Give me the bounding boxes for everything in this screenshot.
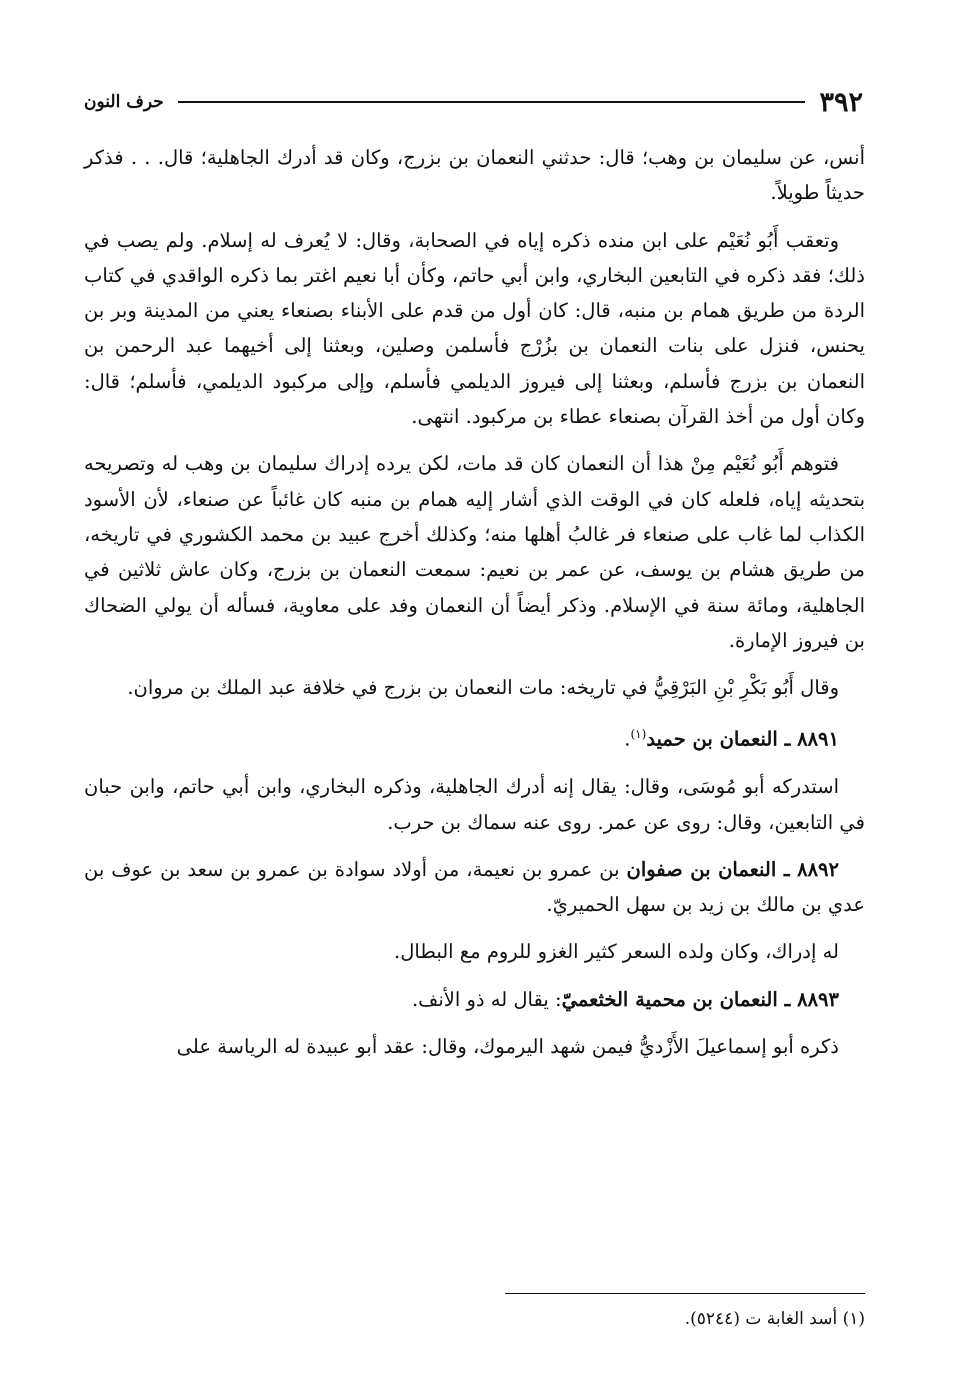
entry-title-tail: : يقال له ذو الأنف. [411, 987, 562, 1011]
entry-title-tail: . [624, 727, 631, 751]
page-header [84, 82, 863, 122]
footnote-marker: (١) [630, 727, 647, 742]
entry-heading-8893 [84, 982, 865, 1017]
entry-body: له إدراك، وكان ولده السعر كثير الغزو للروم مع البطال. [394, 940, 839, 964]
running-title: حرف النون [84, 92, 164, 112]
paragraph: وقال أَبُو بَكْرِ بْنِ البَرْقِيُّ في تاريخه: مات النعمان بن بزرج في خلافة عبد الملك بن مروان. [127, 676, 839, 700]
paragraph: وتعقب أَبُو نُعَيْم على ابن منده ذكره إياه في الصحابة، وقال: لا يُعرف له إسلام. ولم يصب في ذلك؛ فقد ذكره في التابعين البخاري، وابن أبي حاتم، وكأن أبا نعيم اغتر بما ذكره الواقدي في كتاب الردة من طريق همام بن منبه، قال: كان أول من قدم على الأبناء بصنعاء يعني من المدينة وبر بن يحنس، فنزل على بنات النعمان بن بزُرْج فأسلمن وصلين، وبعثنا إلى أخيهما عبد الرحمن بن النعمان بن بزرج فأسلم، وبعثنا إلى فيروز الديلمي فأسلم، وإلى مركبود الديلمي، فأسلم؛ قال: وكان أول من أخذ القرآن بصنعاء عطاء بن مركبود. انتهى. [84, 228, 865, 429]
page-number: ٣٩٢ [819, 86, 863, 118]
entry-heading-8891 [84, 717, 865, 757]
paragraph: أنس، عن سليمان بن وهب؛ قال: حدثني النعمان بن بزرج، وكان قد أدرك الجاهلية؛ قال. . . فذكر حديثاً طويلاً. [84, 146, 865, 205]
entry-title: ٨٨٩٢ ـ النعمان بن صفوان [626, 857, 839, 881]
entry-body: ذكره أبو إسماعيلَ الأَزْديُّ فيمن شهد اليرموك، وقال: عقد أبو عبيدة له الرياسة على [176, 1035, 839, 1059]
entry-title: ٨٨٩١ ـ النعمان بن حميد [646, 727, 839, 751]
header-rule [178, 101, 806, 103]
main-text [84, 140, 865, 1076]
footnote: (١) أسد الغابة ت (٥٢٤٤). [684, 1309, 865, 1329]
entry-title-tail: بن عمرو بن نعيمة، من أولاد سوادة بن عمرو بن سعد بن عوف بن عدي بن مالك بن زيد بن سهل الحميريّ. [84, 857, 865, 917]
entry-body: استدركه أبو مُوسَى، وقال: يقال إنه أدرك الجاهلية، وذكره البخاري، وابن أبي حاتم، وابن حبان في التابعين، وقال: روى عن عمر. روى عنه سماك بن حرب. [84, 775, 865, 834]
entry-heading-8892 [84, 852, 865, 923]
footnote-rule [505, 1293, 865, 1294]
paragraph: فتوهم أَبُو نُعَيْم مِنْ هذا أن النعمان كان قد مات، لكن يرده إدراك سليمان بن وهب له وتصريحه بتحديثه إياه، فلعله كان في الوقت الذي أشار إليه همام بن منبه كان غائباً عن صنعاء، لأن الأسود الكذاب لما غاب على صنعاء فر غالبُ أهلها منه؛ وكذلك أخرج عبيد بن محمد الكشوري في تاريخه، من طريق هشام بن يوسف، عن عمر بن نعيم: سمعت النعمان بن بزرج، وكان عاش ثلاثين في الجاهلية، ومائة سنة في الإسلام. وذكر أيضاً أن النعمان وفد على معاوية، فسأله أن يولي الضحاك بن فيروز الإمارة. [84, 452, 865, 652]
entry-title: ٨٨٩٣ ـ النعمان بن محمية الخثعميّ [561, 987, 839, 1011]
